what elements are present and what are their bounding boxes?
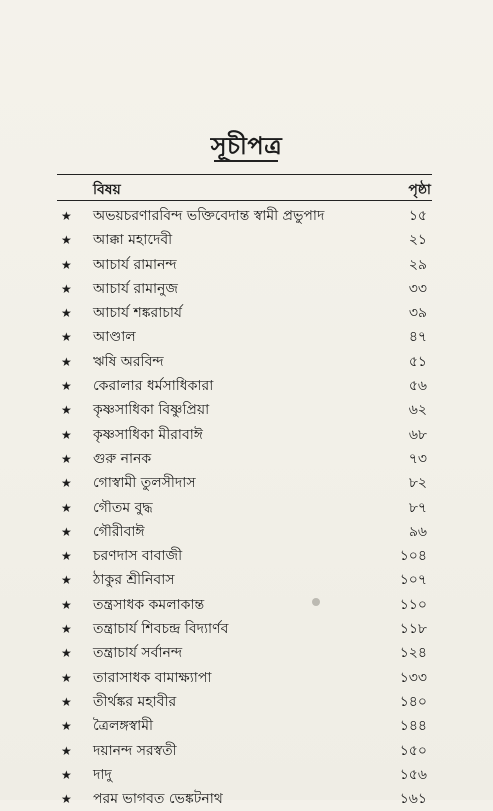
toc-entry-page: ১২৪ (399, 645, 427, 662)
star-icon: ★ (61, 354, 72, 369)
toc-entry (57, 666, 432, 690)
star-icon: ★ (61, 379, 72, 394)
toc-entry (57, 277, 432, 301)
header-bottom-rule (57, 200, 432, 201)
toc-entry-page: ১১০ (399, 596, 427, 613)
toc-entry-title: চরণদাস বাবাজী (93, 548, 183, 565)
star-icon: ★ (61, 209, 72, 223)
star-icon: ★ (61, 549, 72, 564)
toc-entry-page: ১১৮ (399, 621, 427, 638)
toc-entry-page: ৭৩ (408, 450, 427, 467)
toc-entry (57, 325, 432, 349)
toc-entry (57, 374, 432, 398)
toc-entry-page: ৬৮ (408, 426, 427, 443)
toc-entry (57, 398, 432, 422)
toc-entry (57, 763, 432, 787)
toc-entry (57, 739, 432, 763)
star-icon: ★ (61, 257, 72, 272)
star-icon: ★ (61, 330, 72, 345)
toc-entry-title: আচার্য শঙ্করাচার্য (93, 305, 182, 322)
toc-entry (57, 520, 432, 544)
star-icon: ★ (61, 792, 72, 807)
toc-entry-page: ৬২ (408, 402, 427, 419)
star-icon: ★ (61, 597, 72, 612)
toc-entry-page: ২১ (408, 232, 427, 249)
toc-entry (57, 228, 432, 252)
toc-entry-page: ১৪০ (399, 693, 427, 710)
star-icon: ★ (61, 403, 72, 418)
subject-column-header: বিষয় (93, 182, 121, 198)
star-icon: ★ (61, 767, 72, 782)
header-top-rule (57, 174, 432, 175)
toc-entry-page: ১৪৪ (399, 718, 427, 735)
toc-entry (57, 787, 432, 811)
toc-entry-title: কৃষ্ণসাধিকা বিষ্ণুপ্রিয়া (93, 402, 210, 419)
toc-entry (57, 204, 432, 228)
star-icon: ★ (61, 670, 72, 685)
toc-entry (57, 423, 432, 447)
toc-entry (57, 496, 432, 520)
star-icon: ★ (61, 646, 72, 661)
toc-entry-title: তন্ত্রাচার্য শিবচন্দ্র বিদ্যার্ণব (93, 621, 229, 638)
toc-entry (57, 350, 432, 374)
toc-entry-page: ৫৬ (408, 378, 427, 395)
toc-entry-title: পরম ভাগবত ভেঙ্কটনাথ (93, 791, 223, 808)
toc-entry-page: ১৫৬ (399, 766, 427, 783)
toc-entry-title: গোস্বামী তুলসীদাস (93, 475, 196, 492)
star-icon: ★ (61, 500, 72, 515)
toc-entry (57, 714, 432, 738)
toc-entry-title: গুরু নানক (93, 450, 152, 467)
toc-entry-title: আচার্য রামানুজ (93, 280, 178, 297)
toc-entry-page: ৪৭ (408, 329, 427, 346)
toc-entry-page: ১০৭ (399, 572, 427, 589)
toc-entry-page: ৩৯ (408, 305, 427, 322)
star-icon: ★ (61, 524, 72, 539)
toc-entry (57, 690, 432, 714)
toc-entry-title: ঠাকুর শ্রীনিবাস (93, 572, 175, 589)
toc-entry-title: কৃষ্ণসাধিকা মীরাবাঈ (93, 426, 203, 443)
toc-entry (57, 253, 432, 277)
toc-entry-page: ৯৬ (408, 523, 427, 540)
toc-entry-title: গৌতম বুদ্ধ (93, 499, 153, 516)
toc-entry-title: দাদু (93, 766, 112, 783)
toc-entry-title: ত্রৈলঙ্গস্বামী (93, 718, 154, 735)
paper-speck (312, 598, 320, 606)
toc-entry-page: ৩৩ (408, 280, 427, 297)
toc-entry-title: আণ্ডাল (93, 329, 136, 346)
star-icon: ★ (61, 306, 72, 321)
toc-entry-page: ৮৭ (408, 499, 427, 516)
title-underline (214, 160, 278, 162)
star-icon: ★ (61, 427, 72, 442)
star-icon: ★ (61, 573, 72, 588)
toc-entry (57, 617, 432, 641)
toc-entry-title: তারাসাধক বামাক্ষ্যাপা (93, 669, 212, 686)
toc-entry-title: অভয়চরণারবিন্দ ভক্তিবেদান্ত স্বামী প্রভুপাদ (93, 208, 325, 224)
page-column-header: পৃষ্ঠা (408, 182, 431, 198)
star-icon: ★ (61, 743, 72, 758)
toc-entry (57, 301, 432, 325)
toc-entry-title: গৌরীবাঈ (93, 523, 145, 540)
toc-entry-page: ২৯ (408, 256, 427, 273)
star-icon: ★ (61, 476, 72, 491)
star-icon: ★ (61, 622, 72, 637)
toc-entry (57, 568, 432, 592)
toc-entry (57, 471, 432, 495)
star-icon: ★ (61, 719, 72, 734)
table-of-contents (57, 204, 432, 811)
toc-entry-title: তন্ত্রসাধক কমলাকান্ত (93, 596, 205, 613)
toc-entry (57, 593, 432, 617)
toc-entry-title: তন্ত্রাচার্য সর্বানন্দ (93, 645, 183, 662)
toc-entry-page: ১৫০ (399, 742, 427, 759)
toc-entry-page: ৮২ (408, 475, 427, 492)
toc-entry-title: আক্কা মহাদেবী (93, 232, 173, 249)
toc-entry-page: ১৩৩ (399, 669, 427, 686)
page-title: সূচীপত্র (210, 132, 283, 160)
toc-entry-title: আচার্য রামানন্দ (93, 256, 177, 273)
star-icon: ★ (61, 694, 72, 709)
toc-entry-title: দয়ানন্দ সরস্বতী (93, 742, 177, 759)
star-icon: ★ (61, 281, 72, 296)
toc-entry-page: ৫১ (408, 353, 427, 370)
toc-entry (57, 447, 432, 471)
toc-entry-title: কেরালার ধর্মসাধিকারা (93, 378, 214, 395)
star-icon: ★ (61, 451, 72, 466)
toc-entry (57, 544, 432, 568)
toc-entry-title: ঋষি অরবিন্দ (93, 353, 164, 370)
toc-entry-page: ১৫ (408, 208, 427, 224)
toc-entry-title: তীর্থঙ্কর মহাবীর (93, 693, 177, 710)
toc-entry-page: ১৬১ (399, 791, 427, 808)
star-icon: ★ (61, 233, 72, 248)
toc-entry (57, 641, 432, 665)
toc-entry-page: ১০৪ (399, 548, 427, 565)
